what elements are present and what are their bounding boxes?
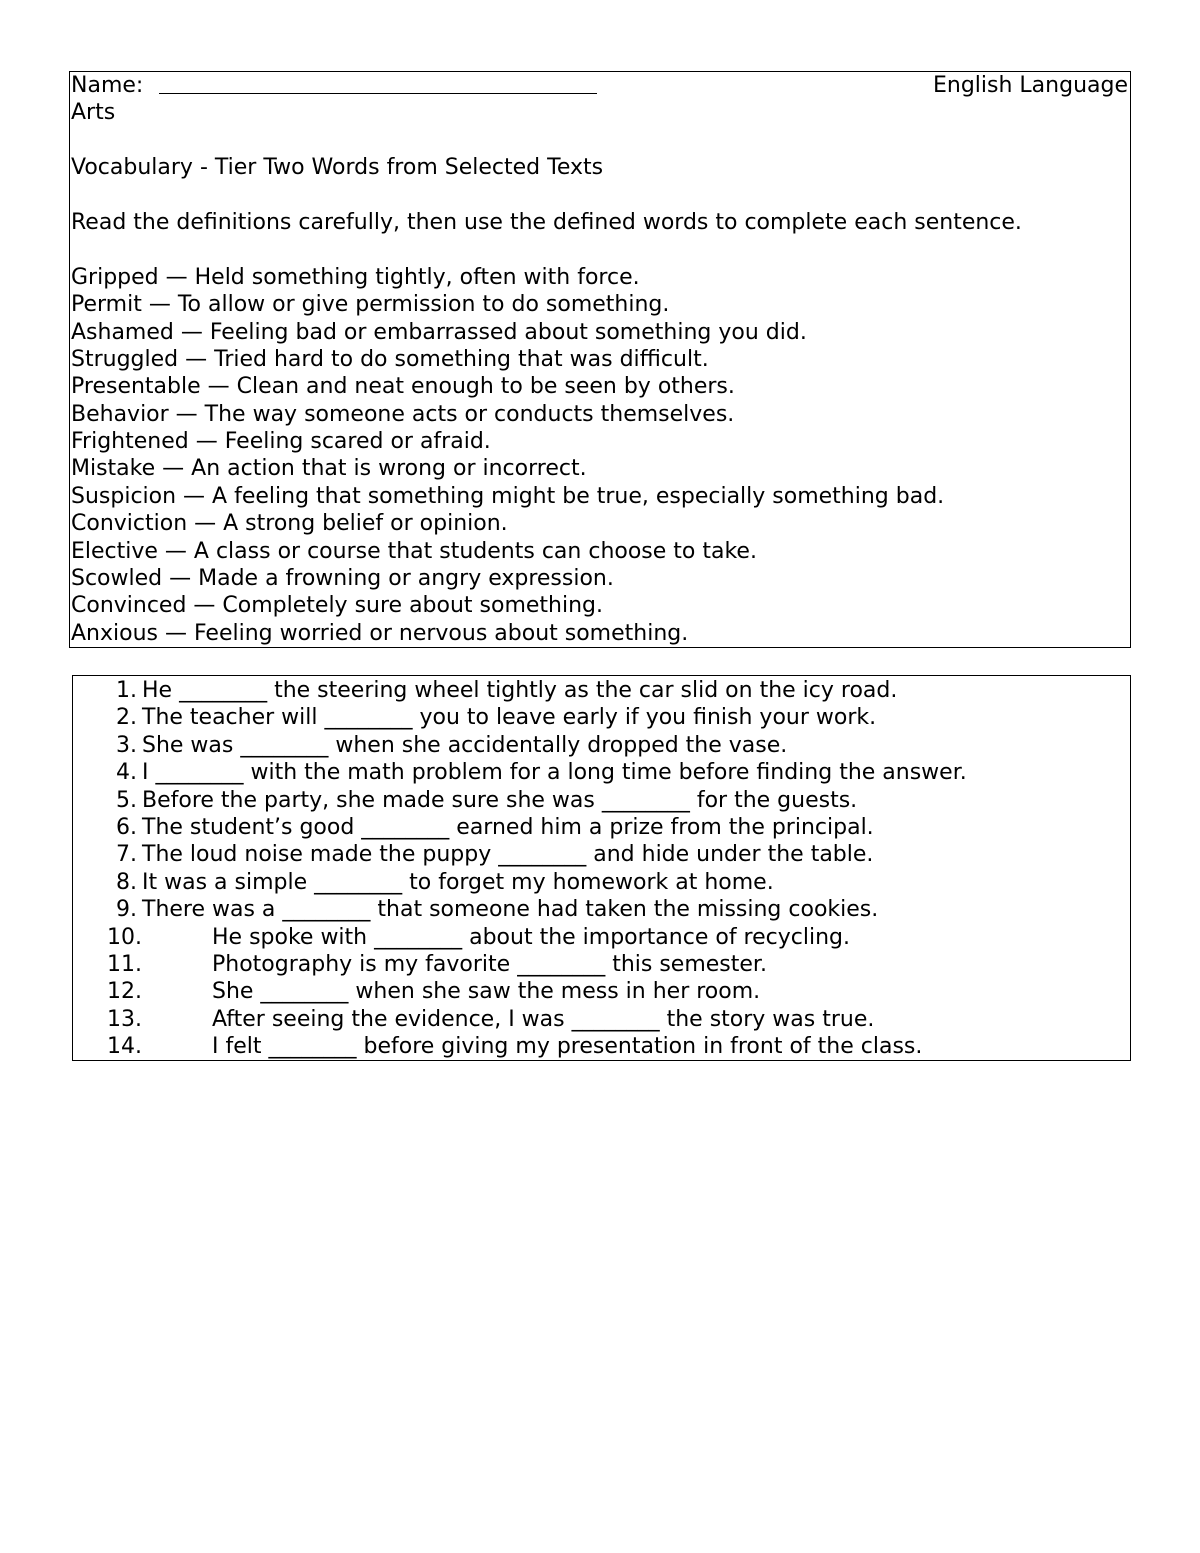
definition-item: Gripped — Held something tightly, often with force. [71, 264, 640, 290]
question-sentence: I ________ with the math problem for a long time before finding the answer. [142, 760, 967, 786]
question-sentence: Before the party, she made sure she was ________ for the guests. [142, 787, 858, 813]
question-item [73, 814, 1130, 841]
question-item [73, 1006, 1130, 1033]
question-sentence: The loud noise made the puppy ________ and hide under the table. [142, 842, 874, 868]
question-item [73, 704, 1130, 731]
question-number: 13. [107, 1006, 142, 1032]
definition-item: Permit — To allow or give permission to do something. [71, 292, 670, 318]
question-sentence: Photography is my favorite ________ this semester. [212, 951, 767, 977]
question-number: 12. [107, 979, 142, 1005]
definitions-list [71, 264, 1130, 647]
question-item [73, 677, 1130, 704]
definition-item: Mistake — An action that is wrong or incorrect. [71, 456, 587, 482]
question-sentence: After seeing the evidence, I was ________ the story was true. [212, 1006, 875, 1032]
question-sentence: He spoke with ________ about the importance of recycling. [212, 924, 850, 950]
worksheet-header-section [69, 71, 1131, 648]
question-number: 1. [116, 678, 137, 703]
question-number: 8. [116, 869, 137, 895]
question-item [73, 951, 1130, 978]
question-sentence: The teacher will ________ you to leave early if you finish your work. [142, 705, 877, 731]
question-item [73, 978, 1130, 1005]
name-row [71, 72, 1130, 99]
question-sentence: It was a simple ________ to forget my homework at home. [142, 869, 774, 895]
name-blank-line [159, 72, 597, 94]
definition-item: Ashamed — Feeling bad or embarrassed about something you did. [71, 319, 807, 345]
question-sentence: I felt ________ before giving my presentation in front of the class. [212, 1034, 923, 1060]
question-item [73, 1033, 1130, 1060]
question-number: 7. [116, 842, 137, 868]
questions-list [73, 677, 1130, 1060]
question-item [73, 759, 1130, 786]
definition-item: Frightened — Feeling scared or afraid. [71, 429, 491, 455]
definition-item: Scowled — Made a frowning or angry expression. [71, 566, 614, 592]
definition-item: Anxious — Feeling worried or nervous about something. [71, 620, 689, 646]
question-number: 11. [107, 951, 142, 977]
question-sentence: She ________ when she saw the mess in her room. [212, 979, 761, 1005]
questions-section [72, 675, 1131, 1061]
question-sentence: She was ________ when she accidentally dropped the vase. [142, 732, 788, 758]
definition-item: Conviction — A strong belief or opinion. [71, 511, 508, 537]
question-number: 9. [116, 897, 137, 923]
question-sentence: There was a ________ that someone had taken the missing cookies. [142, 897, 879, 923]
question-item [73, 924, 1130, 951]
definition-item: Elective — A class or course that students can choose to take. [71, 538, 757, 564]
definition-item: Behavior — The way someone acts or conducts themselves. [71, 401, 735, 427]
worksheet-title: Vocabulary - Tier Two Words from Selected Texts [71, 155, 604, 181]
instructions: Read the definitions carefully, then use the defined words to complete each sentence. [71, 209, 1022, 235]
question-item [73, 896, 1130, 923]
definition-item: Convinced — Completely sure about something. [71, 593, 604, 619]
question-number: 14. [107, 1034, 142, 1060]
question-item [73, 732, 1130, 759]
name-label: Name: [71, 73, 144, 98]
subject-label-continued: Arts [71, 100, 116, 126]
question-item [73, 787, 1130, 814]
question-number: 3. [116, 732, 137, 758]
question-number: 2. [116, 705, 137, 731]
definition-item: Presentable — Clean and neat enough to be seen by others. [71, 374, 735, 400]
question-sentence: The student’s good ________ earned him a prize from the principal. [142, 814, 874, 840]
question-item [73, 869, 1130, 896]
subject-label: English Language [932, 73, 1128, 98]
question-item [73, 841, 1130, 868]
question-sentence: He ________ the steering wheel tightly as the car slid on the icy road. [142, 678, 898, 703]
definition-item: Struggled — Tried hard to do something that was difficult. [71, 346, 709, 372]
question-number: 6. [116, 814, 137, 840]
question-number: 10. [107, 924, 142, 950]
question-number: 4. [116, 760, 137, 786]
definition-item: Suspicion — A feeling that something might be true, especially something bad. [71, 483, 945, 509]
question-number: 5. [116, 787, 137, 813]
